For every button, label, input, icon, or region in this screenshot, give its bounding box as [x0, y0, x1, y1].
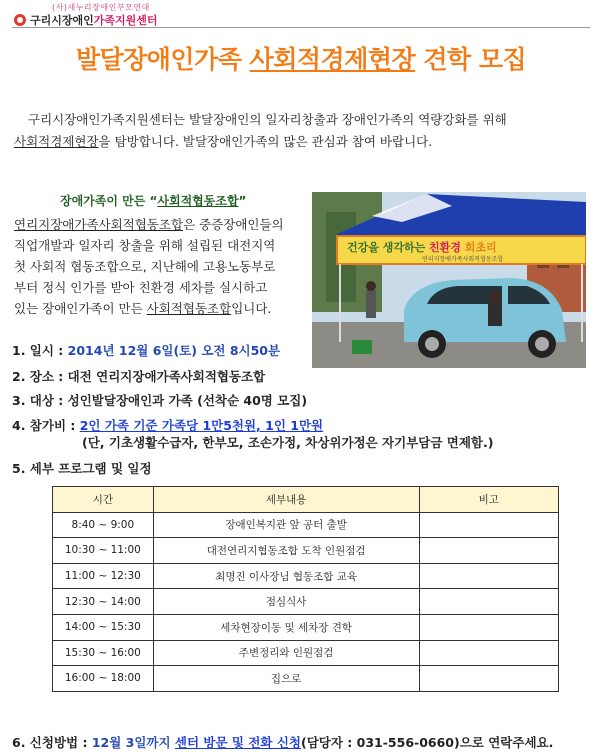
- car-wash-photo: [312, 192, 586, 368]
- apply-method: 6. 신청방법 : 12월 3일까지 센터 방문 및 전화 신청(담당자 : 031-556-0660)으로 연락주세요.: [12, 735, 554, 750]
- info-fee-note: (단, 기초생활수급자, 한부모, 조손가정, 차상위가정은 자기부담금 면제함.): [82, 435, 494, 450]
- cell-note: [419, 563, 558, 589]
- table-row: [53, 512, 559, 538]
- table-row: [53, 614, 559, 640]
- schedule-table: [52, 486, 559, 692]
- header-note: 비고: [419, 487, 558, 513]
- cell-content: 최명진 이사장님 협동조합 교육: [153, 563, 419, 589]
- cell-time: 14:00 ~ 15:30: [53, 614, 154, 640]
- cell-note: [419, 666, 558, 692]
- svg-text:건강을 생각하는 친환경 회초리: [347, 240, 497, 254]
- info-program-label: 5. 세부 프로그램 및 일정: [12, 461, 152, 476]
- coop-line: 부터 정식 인가를 받아 친환경 세차를 실시하고: [14, 280, 268, 295]
- cell-note: [419, 614, 558, 640]
- cell-time: 8:40 ~ 9:00: [53, 512, 154, 538]
- cell-content: 집으로: [153, 666, 419, 692]
- cell-content: 대전연리지협동조합 도착 인원점검: [153, 538, 419, 564]
- info-place: 2. 장소 : 대전 연리지장애가족사회적협동조합: [12, 369, 266, 384]
- cell-note: [419, 538, 558, 564]
- coop-line: 첫 사회적 협동조합으로, 지난해에 고용노동부로: [14, 259, 276, 274]
- info-date: 1. 일시 : 2014년 12월 6일(토) 오전 8시50분: [12, 343, 281, 358]
- header-divider: [12, 27, 590, 28]
- cell-note: [419, 512, 558, 538]
- banner-text-c: 회초리: [460, 241, 497, 254]
- cell-content: 장애인복지관 앞 공터 출발: [153, 512, 419, 538]
- cell-time: 12:30 ~ 14:00: [53, 589, 154, 615]
- coop-line: 연리지장애가족사회적협동조합은 중증장애인들의: [14, 217, 284, 232]
- cell-time: 10:30 ~ 11:00: [53, 538, 154, 564]
- banner-subtext: 연리지장애가족사회적협동조합: [422, 256, 504, 263]
- table-row: [53, 666, 559, 692]
- coop-heading: 장애가족이 만든 “사회적협동조합”: [60, 194, 247, 208]
- coop-line: 직업개발과 일자리 창출을 위해 설립된 대전지역: [14, 238, 276, 253]
- cell-content: 점심식사: [153, 589, 419, 615]
- logo-text: 구리시장애인가족지원센터: [30, 14, 158, 27]
- banner-text-a: 건강을 생각하는: [347, 241, 430, 254]
- coop-description: [14, 214, 310, 319]
- banner-text-b: 친환경: [429, 241, 461, 254]
- cell-content: 세차현장이동 및 세차장 견학: [153, 614, 419, 640]
- center-logo: [14, 12, 158, 28]
- intro-paragraph: [14, 109, 574, 153]
- cell-note: [419, 640, 558, 666]
- page-title: 발달장애인가족 사회적경제현장 견학 모집: [75, 45, 527, 74]
- table-row: [53, 538, 559, 564]
- cell-time: 16:00 ~ 18:00: [53, 666, 154, 692]
- car-wash-scene-illustration: [312, 192, 586, 368]
- logo-icon: [14, 14, 26, 26]
- cell-content: 주변정리와 인원점검: [153, 640, 419, 666]
- header-content: 세부내용: [153, 487, 419, 513]
- cell-time: 15:30 ~ 16:00: [53, 640, 154, 666]
- info-fee: 4. 참가비 : 2인 가족 기준 가족당 1만5천원, 1인 1만원: [12, 418, 324, 433]
- coop-line: 있는 장애인가족이 만든 사회적협동조합입니다.: [14, 301, 272, 316]
- cell-note: [419, 589, 558, 615]
- info-target: 3. 대상 : 성인발달장애인과 가족 (선착순 40명 모집): [12, 393, 308, 408]
- intro-line-1: 구리시장애인가족지원센터는 발달장애인의 일자리창출과 장애인가족의 역량강화를 위해: [28, 112, 507, 127]
- cell-time: 11:00 ~ 12:30: [53, 563, 154, 589]
- intro-line-2: 사회적경제현장을 탐방합니다. 발달장애인가족의 많은 관심과 참여 바랍니다.: [14, 134, 433, 149]
- table-row: [53, 640, 559, 666]
- table-header-row: [53, 487, 559, 513]
- table-row: [53, 589, 559, 615]
- org-subtitle: (사)새누리장애인부모연대: [52, 3, 150, 12]
- header-time: 시간: [53, 487, 154, 513]
- table-row: [53, 563, 559, 589]
